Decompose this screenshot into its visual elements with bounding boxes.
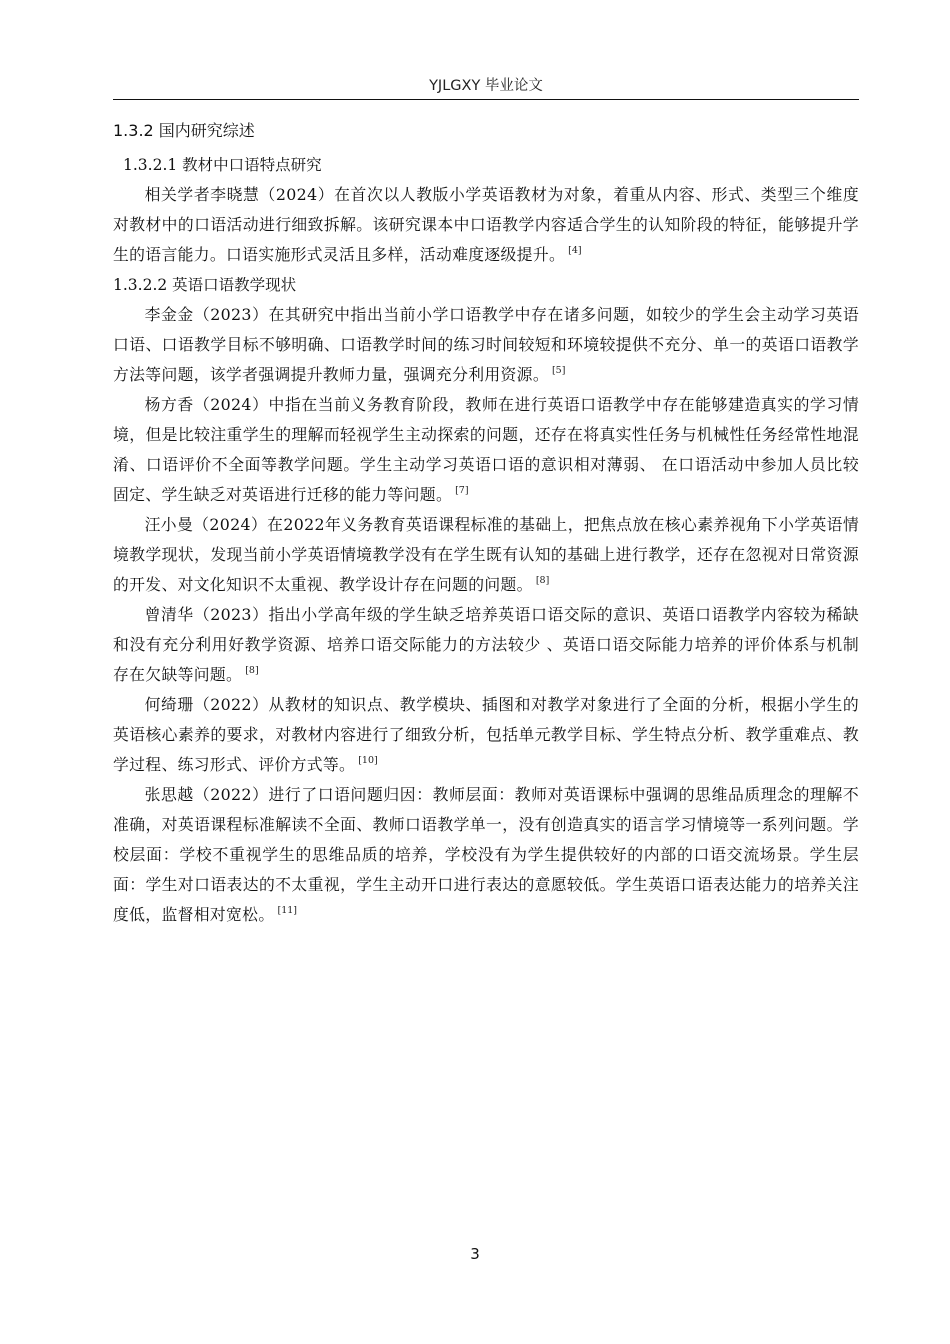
citation-marker: [11] (277, 904, 297, 916)
page-header: YJLGXY 毕业论文 (429, 78, 543, 94)
paragraph-text: 何绮珊（2022）从教材的知识点、教学模块、插图和对教学对象进行了全面的分析，根据小学生的英语核心素养的要求，对教材内容进行了细致分析，包括单元教学目标、学生特点分析、教学重难点、教学过程、练习形式、评价方式等。 (113, 695, 859, 774)
section-heading: 1.3.2 国内研究综述 (113, 121, 255, 140)
subsection-teaching-status (113, 270, 859, 930)
citation-marker: [4] (568, 244, 582, 256)
paragraph-text: 汪小曼（2024）在2022年义务教育英语课程标准的基础上，把焦点放在核心素养视角下小学英语情境教学现状，发现当前小学英语情境教学没有在学生既有认知的基础上进行教学，还存在忽视对日常资源的开发、对文化知识不太重视、教学设计存在问题的问题。 (113, 515, 859, 594)
subsection-textbook-features (113, 150, 859, 270)
paragraph (113, 180, 859, 270)
paragraph-text: 张思越（2022）进行了口语问题归因：教师层面：教师对英语课标中强调的思维品质理念的理解不准确，对英语课程标准解读不全面、教师口语教学单一，没有创造真实的语言学习情境等一系列问题。学校层面：学校不重视学生的思维品质的培养，学校没有为学生提供较好的内部的口语交流场景。学生层面：学生对口语表达的不太重视，学生主动开口进行表达的意愿较低。学生英语口语表达能力的培养关注度低，监督相对宽松。 (113, 785, 859, 924)
paragraph (113, 690, 859, 780)
page-number: 3 (470, 1245, 480, 1263)
subsection-heading: 1.3.2.1 教材中口语特点研究 (123, 156, 322, 174)
citation-marker: [8] (245, 664, 259, 676)
citation-marker: [8] (535, 574, 550, 586)
paragraph (113, 600, 859, 690)
subsection-heading: 1.3.2.2 英语口语教学现状 (113, 276, 297, 294)
paragraph-text: 杨方香（2024）中指在当前义务教育阶段，教师在进行英语口语教学中存在能够建造真实的学习情境，但是比较注重学生的理解而轻视学生主动探索的问题，还存在将真实性任务与机械性任务经常性地混淆、口语评价不全面等教学问题。学生主动学习英语口语的意识相对薄弱、 在口语活动中参加人员比较固定、学生缺乏对英语进行迁移的能力等问题。 (113, 395, 859, 504)
header-divider (113, 99, 859, 100)
paragraph (113, 510, 859, 600)
paragraph (113, 390, 859, 510)
main-content (113, 116, 859, 930)
paragraph (113, 300, 859, 390)
paragraph-text: 李金金（2023）在其研究中指出当前小学口语教学中存在诸多问题，如较少的学生会主动学习英语口语、口语教学目标不够明确、口语教学时间的练习时间较短和环境较提供不充分、单一的英语口语教学方法等问题，该学者强调提升教师力量，强调充分利用资源。 (113, 305, 859, 384)
paragraph-text: 曾清华（2023）指出小学高年级的学生缺乏培养英语口语交际的意识、英语口语教学内容较为稀缺和没有充分利用好教学资源、培养口语交际能力的方法较少 、英语口语交际能力培养的评价体系与机制存在欠缺等问题。 (113, 605, 859, 684)
citation-marker: [5] (551, 364, 566, 376)
paragraph (113, 780, 859, 930)
citation-marker: [7] (455, 484, 469, 496)
paragraph-text: 相关学者李晓慧（2024）在首次以人教版小学英语教材为对象，着重从内容、形式、类型三个维度对教材中的口语活动进行细致拆解。该研究课本中口语教学内容适合学生的认知阶段的特征，能够提升学生的语言能力。口语实施形式灵活且多样，活动难度逐级提升。 (113, 185, 859, 264)
citation-marker: [10] (358, 754, 378, 766)
